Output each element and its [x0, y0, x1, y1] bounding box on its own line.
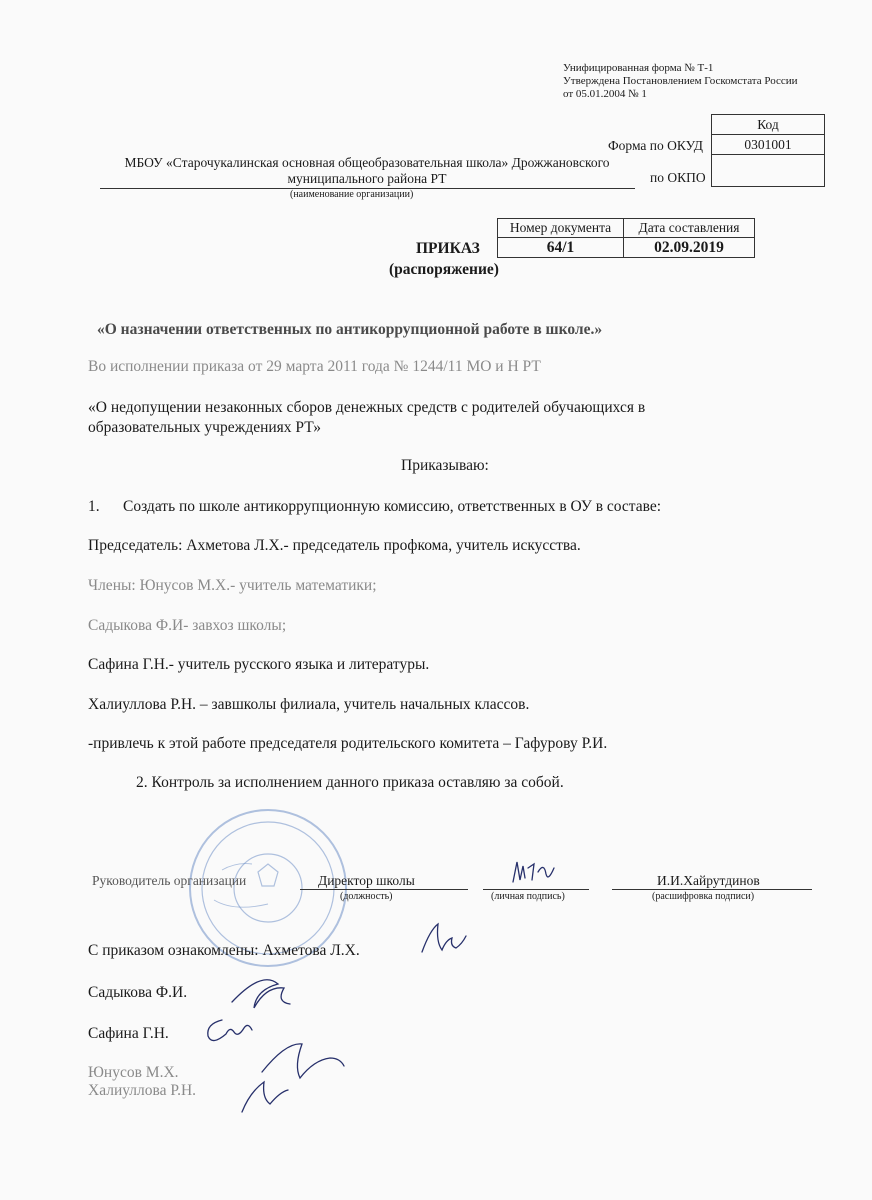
order-subject: «О назначении ответственных по антикоррупционной работе в школе.»: [97, 321, 603, 338]
involve-parent-committee: -привлечь к этой работе председателя родительского комитета – Гафурову Р.И.: [88, 735, 608, 752]
document-subtitle: (распоряжение): [389, 261, 499, 278]
name-caption: (расшифровка подписи): [652, 891, 755, 902]
document-number-header: Номер документа: [498, 219, 624, 238]
item1-text: Создать по школе антикоррупционную комиссию, ответственных в ОУ в составе:: [123, 498, 662, 515]
safina-signature: [208, 1020, 252, 1041]
form-note-line1: Унифицированная форма № Т-1: [563, 62, 714, 74]
acknowledgement-line4: Юнусов М.Х.: [88, 1064, 179, 1081]
item2-text: 2. Контроль за исполнением данного приказа оставляю за собой.: [136, 774, 564, 791]
item1-number: 1.: [88, 498, 100, 515]
signature-caption: (личная подпись): [491, 891, 565, 902]
organization-name-line1: МБОУ «Старочукалинская основная общеобразовательная школа» Дрожжановского: [124, 155, 610, 170]
sadykova-signature: [232, 980, 290, 1008]
organization-caption: (наименование организации): [290, 189, 414, 200]
commission-member-4: Халиуллова Р.Н. – завшколы филиала, учитель начальных классов.: [88, 696, 530, 713]
okpo-label: по ОКПО: [650, 170, 706, 185]
acknowledgement-line2: Садыкова Ф.И.: [88, 984, 188, 1001]
acknowledgement-line3: Сафина Г.Н.: [88, 1025, 169, 1042]
okud-value: 0301001: [712, 135, 825, 155]
commission-chair: Председатель: Ахметова Л.Х.- председатель профкома, учитель искусства.: [88, 537, 581, 554]
director-name: И.И.Хайрутдинов: [657, 873, 760, 888]
code-header: Код: [712, 115, 825, 135]
commission-member-3: Сафина Г.Н.- учитель русского языка и литературы.: [88, 656, 430, 673]
order-word: Приказываю:: [401, 457, 489, 474]
document-date: 02.09.2019: [624, 238, 755, 258]
acknowledgement-line1: С приказом ознакомлены: Ахметова Л.Х.: [88, 942, 360, 959]
position-caption: (должность): [340, 891, 393, 902]
order-basis: Во исполнении приказа от 29 марта 2011 года № 1244/11 МО и Н РТ: [88, 358, 541, 375]
order-quote-line2: образовательных учреждениях РТ»: [88, 419, 322, 436]
order-quote-line1: «О недопущении незаконных сборов денежных средств с родителей обучающихся в: [88, 399, 646, 416]
yunusov-signature: [262, 1044, 344, 1078]
acknowledgement-line5: Халиуллова Р.Н.: [88, 1082, 197, 1099]
form-note-line2: Утверждена Постановлением Госкомстата России: [563, 75, 798, 87]
document-number: 64/1: [498, 238, 624, 258]
director-signature: [513, 862, 554, 882]
director-position: Директор школы: [318, 873, 415, 888]
commission-member-2: Садыкова Ф.И- завхоз школы;: [88, 617, 287, 634]
akhmetova-signature: [422, 924, 466, 952]
commission-member-1: Члены: Юнусов М.Х.- учитель математики;: [88, 577, 377, 594]
document-date-header: Дата составления: [624, 219, 755, 238]
form-note-line3: от 05.01.2004 № 1: [563, 88, 647, 100]
document-title: ПРИКАЗ: [416, 240, 480, 257]
okud-label: Форма по ОКУД: [608, 138, 704, 153]
head-label: Руководитель организации: [92, 873, 247, 888]
organization-name-line2: муниципального района РТ: [287, 171, 447, 186]
khaliullova-signature: [242, 1082, 288, 1112]
